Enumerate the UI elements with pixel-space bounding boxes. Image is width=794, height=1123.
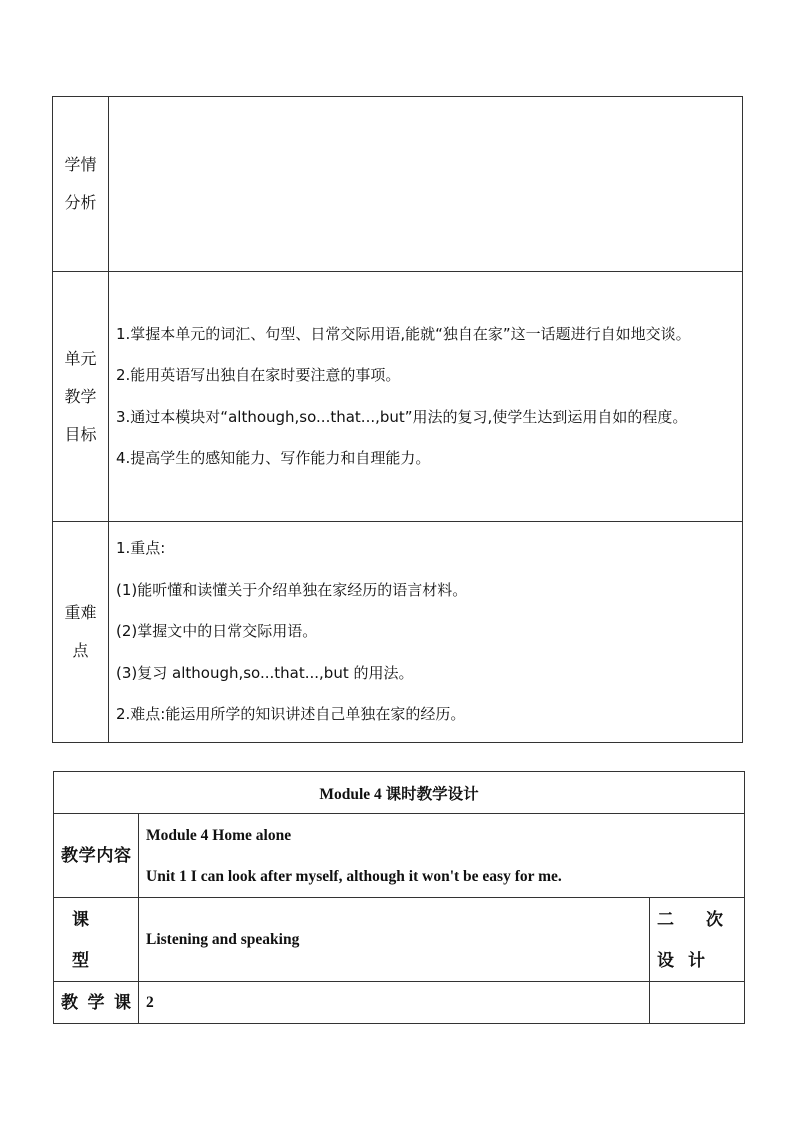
lesson-type-value: Listening and speaking [139,898,650,982]
row-label-learning-analysis: 学情 分析 [53,97,109,272]
point-line: (3)复习 although,so...that...,but 的用法。 [116,663,414,682]
lesson-plan-title: Module 4 课时教学设计 [54,772,745,814]
objective-1: 1.掌握本单元的词汇、句型、日常交际用语,能就“独自在家”这一话题进行自如地交谈。 [116,324,691,343]
table-row [53,522,743,743]
table-row [54,814,745,898]
teaching-content-label: 教学内容 [54,814,139,898]
row-label-key-difficult-points: 重难 点 [53,522,109,743]
module-title: Module 4 Home alone [146,826,292,844]
class-periods-value: 2 [139,982,650,1024]
objective-2: 2.能用英语写出独自在家时要注意的事项。 [116,366,401,384]
secondary-design-cell [650,982,745,1024]
unit-title: Unit 1 I can look after myself, although it won't be easy for me. [146,867,562,885]
unit-objectives-content [109,272,743,522]
objective-3: 3.通过本模块对“although,so...that...,but”用法的复习,使学生达到运用自如的程度。 [116,407,688,426]
point-line: (1)能听懂和读懂关于介绍单独在家经历的语言材料。 [116,580,468,599]
unit-plan-table [52,96,743,743]
key-difficult-points-content [109,522,743,743]
table-row [53,97,743,272]
table-row [54,772,745,814]
lesson-type-label: 课型 [54,898,139,982]
table-row [53,272,743,522]
lesson-plan-table [53,771,745,1024]
row-label-unit-objectives: 单元 教学 目标 [53,272,109,522]
teaching-content-value [139,814,745,898]
class-periods-label: 教学课 [54,982,139,1024]
point-line: 1.重点: [116,539,166,557]
table-row [54,982,745,1024]
objective-4: 4.提高学生的感知能力、写作能力和自理能力。 [116,449,431,467]
point-line: 2.难点:能运用所学的知识讲述自己单独在家的经历。 [116,705,466,723]
point-line: (2)掌握文中的日常交际用语。 [116,622,318,640]
learning-analysis-content [109,97,743,272]
secondary-design-label: 二次设计 [650,898,745,982]
table-row [54,898,745,982]
